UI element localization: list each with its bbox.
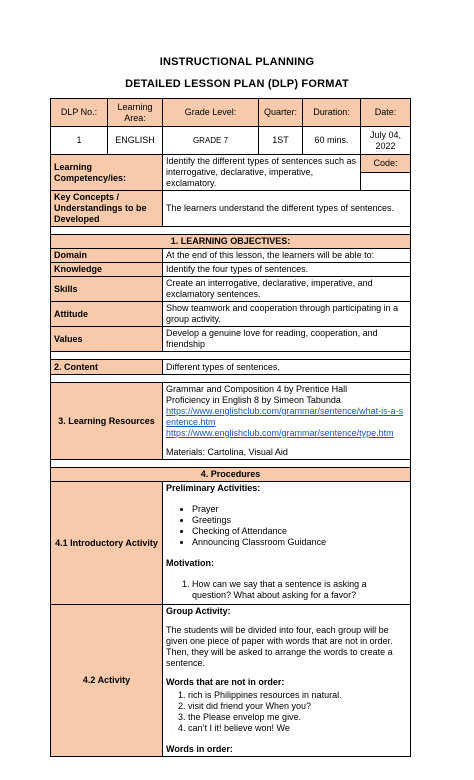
- learning-area-label: Learning Area:: [108, 99, 163, 127]
- spacer-row: [51, 352, 411, 360]
- not-in-order-title: Words that are not in order:: [166, 677, 285, 687]
- resource-book-1: Grammar and Composition 4 by Prentice Hall: [166, 384, 348, 394]
- list-item: 1. rich is Philippines resources in natural.: [188, 690, 407, 701]
- procedures-heading: 4. Procedures: [51, 468, 411, 482]
- motivation-list: [166, 579, 407, 601]
- list-item: 3. the Please envelop me give.: [188, 712, 407, 723]
- objective-text-domain: At the end of this lesson, the learners will be able to:: [163, 249, 411, 263]
- date-label: Date:: [361, 99, 411, 127]
- spacer-row: [51, 460, 411, 468]
- activity-label: 4.2 Activity: [51, 605, 163, 757]
- resource-materials: Materials: Cartolina, Visual Aid: [166, 447, 288, 457]
- list-item: 1. How can we say that a sentence is asking a question? What about asking for a favor?: [192, 579, 407, 601]
- resources-label: 3. Learning Resources: [51, 383, 163, 460]
- grade-level-label: Grade Level:: [163, 99, 259, 127]
- group-activity-title: Group Activity:: [166, 606, 231, 616]
- prelim-list: [166, 504, 407, 548]
- list-item: • Checking of Attendance: [192, 526, 407, 537]
- quarter-value: 1ST: [259, 127, 303, 155]
- list-item: • Prayer: [192, 504, 407, 515]
- code-label: Code:: [361, 155, 411, 173]
- resources-cell: [163, 383, 411, 460]
- resource-book-2: Proficiency in English 8 by Simeon Tabunda: [166, 395, 341, 405]
- duration-label: Duration:: [303, 99, 361, 127]
- objective-text-attitude: Show teamwork and cooperation through participating in a group activity.: [163, 302, 411, 327]
- date-value: July 04, 2022: [361, 127, 411, 155]
- list-item: 4. can’t I it! believe won! We: [188, 723, 407, 734]
- competency-text: Identify the different types of sentences such as interrogative, declarative, imperative, exclamatory.: [163, 155, 361, 191]
- objective-label-attitude: Attitude: [51, 302, 163, 327]
- objective-label-skills: Skills: [51, 277, 163, 302]
- spacer-row: [51, 227, 411, 235]
- objective-label-domain: Domain: [51, 249, 163, 263]
- list-item: 2. visit did friend your When you?: [188, 701, 407, 712]
- intro-activity-label: 4.1 Introductory Activity: [51, 482, 163, 605]
- content-label: 2. Content: [51, 360, 163, 375]
- resource-link-1[interactable]: https://www.englishclub.com/grammar/sentence/what-is-a-sentence.htm: [166, 406, 404, 427]
- activity-cell: [163, 605, 411, 757]
- duration-value: 60 mins.: [303, 127, 361, 155]
- list-item: • Announcing Classroom Guidance: [192, 537, 407, 548]
- key-concepts-text: The learners understand the different types of sentences.: [163, 191, 411, 227]
- dlp-no-value: 1: [51, 127, 108, 155]
- list-item: • Greetings: [192, 515, 407, 526]
- grade-level-value: GRADE 7: [163, 127, 259, 155]
- intro-activity-cell: [163, 482, 411, 605]
- code-value: [361, 173, 411, 191]
- competency-label: Learning Competency/ies:: [51, 155, 163, 191]
- objective-text-knowledge: Identify the four types of sentences.: [163, 263, 411, 277]
- resource-link-2[interactable]: https://www.englishclub.com/grammar/sentence/type.htm: [166, 428, 394, 438]
- objective-text-values: Develop a genuine love for reading, cooperation, and friendship: [163, 327, 411, 352]
- document-title: INSTRUCTIONAL PLANNING: [159, 56, 315, 68]
- objectives-heading: 1. LEARNING OBJECTIVES:: [51, 235, 411, 249]
- not-in-order-list: [166, 690, 407, 734]
- motivation-title: Motivation:: [166, 558, 214, 568]
- learning-area-value: ENGLISH: [108, 127, 163, 155]
- objective-label-knowledge: Knowledge: [51, 263, 163, 277]
- objective-label-values: Values: [51, 327, 163, 352]
- activity-instructions: The students will be divided into four, each group will be given one piece of paper with words that are not in order. Then, they will be asked to arrange the words to create a sentence.: [166, 625, 393, 668]
- in-order-title: Words in order:: [166, 744, 233, 754]
- prelim-title: Preliminary Activities:: [166, 483, 261, 493]
- key-concepts-label: Key Concepts / Understandings to be Developed: [51, 191, 163, 227]
- objective-text-skills: Create an interrogative, declarative, imperative, and exclamatory sentences.: [163, 277, 411, 302]
- spacer-row: [51, 375, 411, 383]
- lesson-plan-table: [50, 98, 411, 757]
- document-subtitle: DETAILED LESSON PLAN (DLP) FORMAT: [125, 78, 349, 90]
- content-text: Different types of sentences.: [163, 360, 411, 375]
- dlp-no-label: DLP No.:: [51, 99, 108, 127]
- quarter-label: Quarter:: [259, 99, 303, 127]
